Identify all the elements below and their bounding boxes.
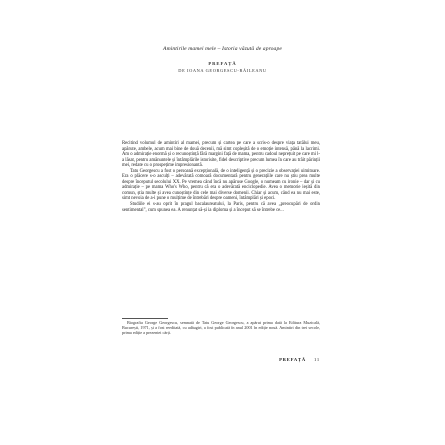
page-number: 11 (313, 357, 320, 362)
footnote-rule (122, 318, 168, 319)
folio (122, 357, 320, 362)
footnote: Biografia George Georgescu, semnată de Tatu George Georgescu, a apărut prima dată la Editura Muzicală, București, 1971, și a fost reeditată, cu adăugiri, a fost publicată în anul 2001 în ediție nouă. Amintiri din trei secole, prima ediție a prezentei cărți. (122, 320, 320, 335)
section-title: PREFAȚĂ (208, 61, 237, 66)
paragraph: Studiile ei s-au oprit în pragul bacalaureatului, la Paris, pentru că avea „preocupări de ordin sentimental", cum spunea ea. A renunțat să-și ia diploma și a început să se întrebe ce... (122, 202, 320, 213)
paragraph: Tatu Georgescu a fost o persoană excepțională, de o inteligență și o precizie a observației uimitoare. Era o plăcere s-o asculți – adevărată comoară documentară pentru generațiile care nu știu prea multe despre începutul secolului XX. Pe vremea când încă nu apăruse Google, o numeam cu ironie – dar și cu admirație – pe mama Who's Who, pentru că era o adevărată enciclopedie. Avea o memorie ieșită din comun, știa multe și avea cunoștințe din cele mai diverse domenii. Chiar și acum, când ea nu mai este, simt nevoia de a-i pune o mulțime de întrebări despre oameni, întâmplări și epoci. (122, 168, 320, 202)
paragraph: Recitind volumul de amintiri al mamei, precum și cartea pe care a scris-o despre viața tatălui meu, apărute, ambele, acum mai bine de două decenii, mă simt copleșită de o emoție intensă, până la lacrimi. Am o admirație enormă și o recunoștință fără margini față de mama, pentru cadoul neprețuit pe care mi l-a lăsat, pentru amănuntele și întâmplările istorisite, fidel descriptive precum lumea în care au trăit părinții mei, redate cu o prospețime impresionantă. (122, 141, 320, 169)
body-text (122, 141, 320, 213)
running-head: Amintirile mamei mele – Istoria văzută de aproape (163, 46, 282, 52)
folio-label: PREFAȚĂ (279, 357, 307, 362)
section-author: DE IOANA GEORGESCU-RĂILEANU (178, 68, 267, 73)
